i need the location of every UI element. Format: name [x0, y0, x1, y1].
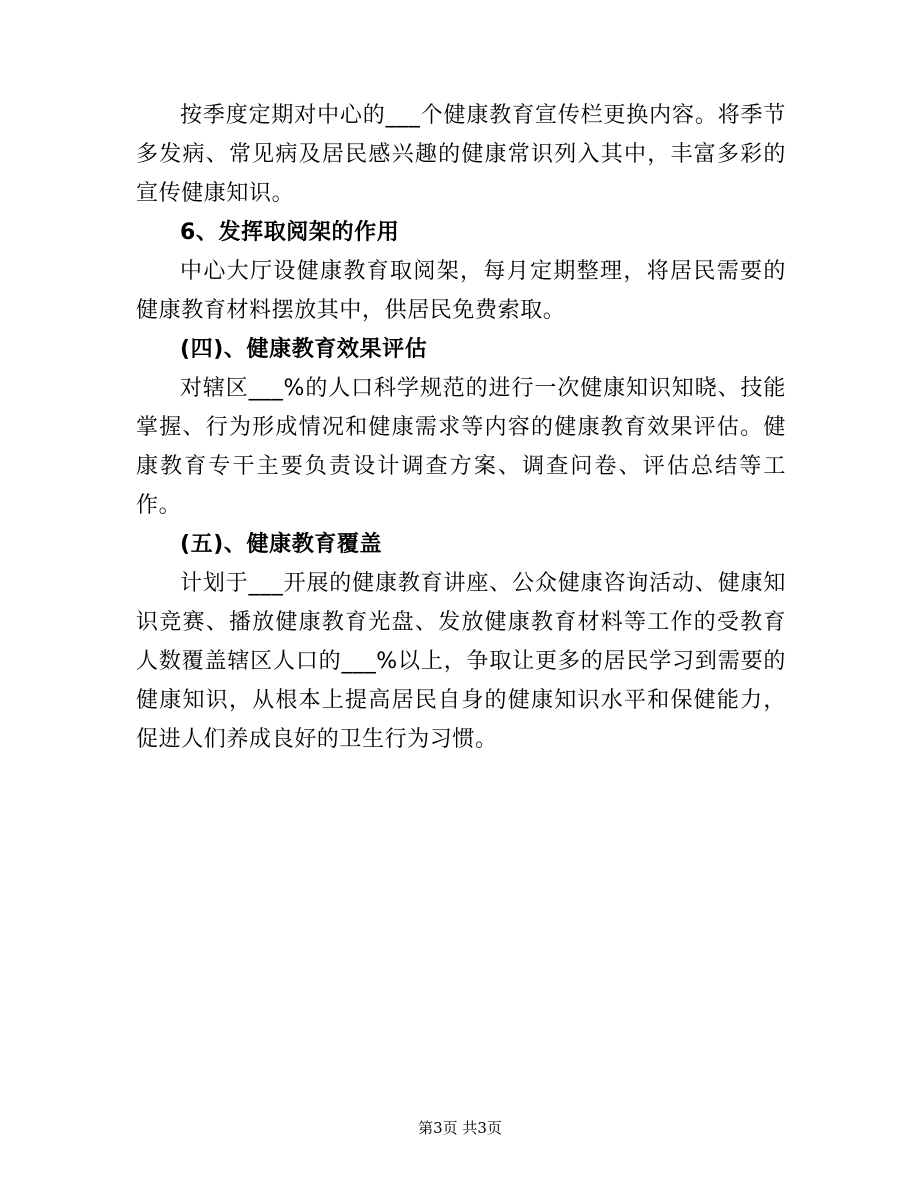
paragraph-bulletin-board: 按季度定期对中心的___个健康教育宣传栏更换内容。将季节多发病、常见病及居民感兴趣的健康常识列入其中，丰富多彩的宣传健康知识。 [136, 103, 786, 206]
document-body [136, 96, 786, 759]
page-number-footer: 第3页 共3页 [418, 1119, 502, 1137]
paragraph-effect-evaluation: 对辖区___%的人口科学规范的进行一次健康知识知晓、技能掌握、行为形成情况和健康需求等内容的健康教育效果评估。健康教育专干主要负责设计调查方案、调查问卷、评估总结等工作。 [136, 376, 786, 518]
heading-coverage: (五)、健康教育覆盖 [180, 532, 383, 557]
paragraph-reading-rack: 中心大厅设健康教育取阅架，每月定期整理，将居民需要的健康教育材料摆放其中，供居民免费索取。 [136, 259, 786, 323]
heading-reading-rack: 6、发挥取阅架的作用 [180, 220, 400, 245]
heading-effect-evaluation: (四)、健康教育效果评估 [180, 337, 428, 362]
paragraph-coverage: 计划于___开展的健康教育讲座、公众健康咨询活动、健康知识竞赛、播放健康教育光盘、发放健康教育材料等工作的受教育人数覆盖辖区人口的___%以上，争取让更多的居民学习到需要的健康知识，从根本上提高居民自身的健康知识水平和保健能力，促进人们养成良好的卫生行为习惯。 [136, 571, 786, 752]
